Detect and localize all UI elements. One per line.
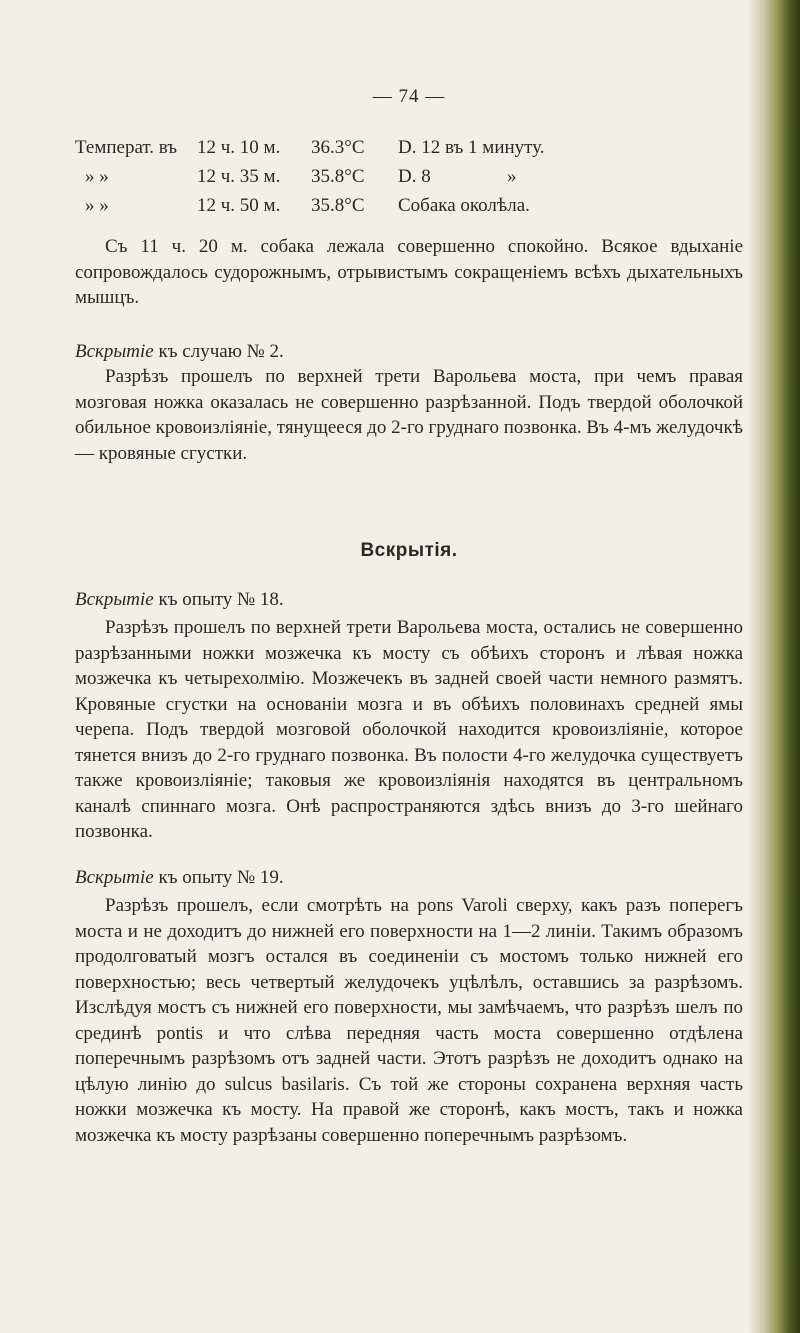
table-row [75, 191, 743, 220]
cell-temp: 35.8°C [311, 195, 365, 216]
section-heading: Вскрытія. [360, 540, 458, 561]
table-row [75, 162, 743, 191]
cell-time: 12 ч. 50 м. [197, 195, 281, 216]
cell-note: D. 8 [398, 166, 431, 187]
cell-note: D. 12 въ 1 минуту. [398, 137, 545, 158]
temperature-table [75, 133, 743, 220]
page-number: — 74 — [372, 86, 446, 107]
cell-temp: 36.3°C [311, 137, 365, 158]
table-row [75, 133, 743, 162]
page-edge-shadow [748, 0, 800, 1333]
cell-temp: 35.8°C [311, 166, 365, 187]
paragraph: Разрѣзъ прошелъ, если смотрѣть на pons Varoli сверху, какъ разъ поперегъ моста и не доходитъ до нижней его поверхности на 1—2 линіи. Такимъ образомъ продолговатый мозгъ остался въ соединеніи съ мостомъ только нижней его поверхностью; весь четвертый желудочекъ уцѣлѣлъ, оставшись за разрѣзомъ. Изслѣдуя мостъ съ нижней его поверхности, мы замѣчаемъ, что разрѣзъ шелъ по срединѣ pontis и что слѣва передняя часть моста совершенно отдѣлена поперечнымъ разрѣзомъ отъ задней части. Этотъ разрѣзъ не доходитъ однако на цѣлую линію до sulcus basilaris. Съ той же стороны сохранена верхняя часть ножки мозжечка къ мосту. На правой же сторонѣ, какъ мостъ, такъ и ножка мозжечка къ мосту разрѣзаны совершенно поперечнымъ разрѣзомъ. [75, 895, 743, 1146]
paragraph: Разрѣзъ прошелъ по верхней трети Варольева моста, остались не совершенно разрѣзанными ножки мозжечка къ мосту съ обѣихъ сторонъ и лѣвая ножка мозжечка къ четырехолмію. Мозжечекъ въ задней своей части немного размятъ. Кровяные сгустки на основаніи мозга и въ обѣихъ половинахъ средней ямы черепа. Подъ твердой мозговой оболочкой находится кровоизліяніе, которое тянется внизъ до 2-го груднаго позвонка. Въ полости 4-го желудочка существуетъ также кровоизліяніе; таковыя же кровоизліянія находятся въ центральномъ каналѣ спиннаго мозга. Онѣ распространяются здѣсь внизъ до 3-го шейнаго позвонка. [75, 617, 743, 842]
autopsy-subheading: Вскрытіе къ случаю № 2. [75, 341, 284, 362]
cell-label: » » [85, 195, 109, 216]
paragraph: Съ 11 ч. 20 м. собака лежала совершенно спокойно. Всякое вдыханіе сопровождалось судорожнымъ, отрывистымъ сокращеніемъ всѣхъ дыхательныхъ мышцъ. [75, 236, 743, 308]
autopsy-subheading: Вскрытіе къ опыту № 19. [75, 867, 284, 888]
cell-note: Собака околѣла. [398, 195, 530, 216]
paragraph: Разрѣзъ прошелъ по верхней трети Варольева моста, при чемъ правая мозговая ножка оказалась не совершенно разрѣзанной. Подъ твердой оболочкой обильное кровоизліяніе, тянущееся до 2-го груднаго позвонка. Въ 4-мъ желудочкѣ — кровяные сгустки. [75, 366, 743, 464]
cell-label: Температ. въ [75, 137, 178, 158]
cell-label: » » [85, 166, 109, 187]
cell-ditto: » [507, 166, 517, 187]
autopsy-subheading: Вскрытіе къ опыту № 18. [75, 589, 284, 610]
cell-time: 12 ч. 35 м. [197, 166, 281, 187]
cell-time: 12 ч. 10 м. [197, 137, 281, 158]
